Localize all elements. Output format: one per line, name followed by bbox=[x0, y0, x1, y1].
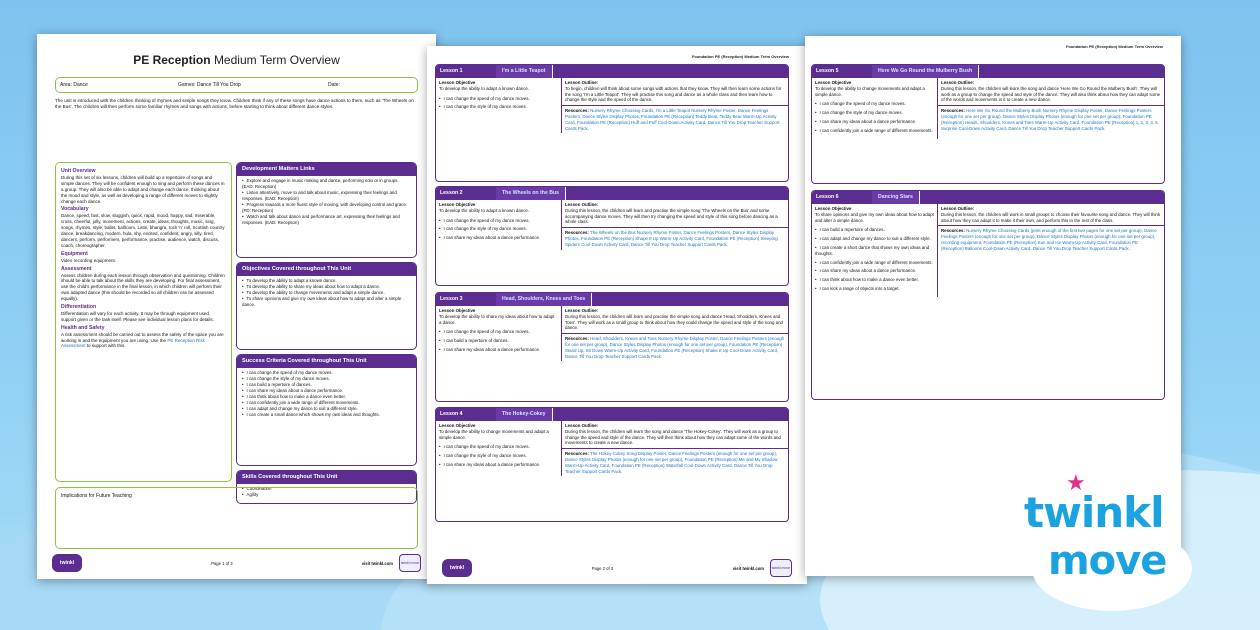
lesson-criteria bbox=[439, 329, 558, 352]
success-criteria-list bbox=[237, 368, 416, 420]
success-criteria-item: • I can build a repertoire of dances. bbox=[242, 382, 411, 388]
twinkl-logo: twinkl bbox=[442, 559, 472, 577]
lesson-resources[interactable]: Resources: The Wheels on the Bus Nursery Rhyme Poster, Dance Feelings Posters, Dance Styles Display Photos, Foundation PE (Reception) Shape It Up Warm-Up Activity Card, Foundation PE (Reception) Sleeping Spiders Cool-Down Activity Card, Dance Till You Drop Teacher Support Cards Pack. bbox=[565, 230, 778, 247]
criteria-item: • I can change the speed of my dance moves. bbox=[439, 96, 558, 102]
health-safety-heading: Health and Safety bbox=[61, 324, 105, 331]
criteria-item: • I can change the style of my dance moves. bbox=[439, 453, 558, 459]
page-header: Foundation PE (Reception) Medium Term Overview bbox=[1065, 44, 1163, 49]
lesson-criteria bbox=[439, 218, 558, 241]
lesson-resources[interactable]: Resources: Here We Go Round the Mulberry Bush Nursery Rhyme Display Poster, Dance Feelings Posters (enough for one set per group), Dance Styles Display Photos (enough for one set per group), Foundation PE (Reception) Heads, Shoulders, Knees and Toes Warm-Up Activity Card, Foundation PE (Reception) 1, 2, 3, 4, 5 Surprise Cool-Down Activity Card, Dance Till You Drop Teacher Support Cards Pack. bbox=[941, 108, 1158, 131]
skills-heading: Skills Covered throughout This Unit bbox=[237, 471, 416, 484]
lesson-number: Lesson 4 bbox=[440, 411, 463, 417]
lesson-resources[interactable]: Resources: Nursery Rhyme Choosing Cards, I'm a Little Teapot Nursery Rhyme Poster, Dance Feelings Posters, Dance Styles Display Photos, Foundation PE (Reception) Teddy Bear, Teddy Bear Warm-Up Activity Card, Foundation PE (Reception) Huff and Puff Cool-Down Activity Card, Dance Till You Drop Teacher Support Cards Pack. bbox=[565, 108, 780, 131]
lesson-number: Lesson 6 bbox=[816, 194, 839, 200]
objective-item: • To develop the ability to share my ideas about how to adapt a dance. bbox=[242, 284, 411, 290]
equipment-text: Video recording equipment. bbox=[61, 257, 116, 263]
criteria-item: • I can think about how to make a dance even better. bbox=[815, 277, 934, 283]
objectives-heading: Objectives Covered throughout This Unit bbox=[237, 263, 416, 276]
twinkl-move-badge: twinkl move bbox=[399, 554, 421, 572]
development-matters-list bbox=[237, 176, 416, 228]
assessment-heading: Assessment bbox=[61, 265, 92, 272]
lesson-resources[interactable]: Resources: Nursery Rhyme Choosing Cards (print enough of the first two pages for one set per group), Dance Feelings Posters (enough for one set per group), Dance Styles Display Photos (enough for one set per group), recording equipment, Foundation PE (Reception) Sun and Ice Warm-Up Activity Card, Foundation PE (Reception) Balloons Cool-Down Activity Card, Dance Till You Drop Teacher Support Cards Pack. bbox=[941, 228, 1157, 251]
differentiation-text: Differentiation will vary for each activity. It may be through equipment used, support given or the task itself. Please see individual lesson plans for details. bbox=[61, 310, 214, 322]
success-criteria-item: • I can share my ideas about a dance performance. bbox=[242, 388, 411, 394]
success-criteria-item: • I can change the style of my dance moves. bbox=[242, 376, 411, 382]
objectives-list bbox=[237, 276, 416, 310]
vocabulary-text: Dance, speed, fast, slow, sluggish, quick, rapid, mood, happy, sad, miserable, cross, cheerful, jolly, movement, actions, create, ideas, thoughts, music, sing, songs, rhymes, style, ballet, ballroom, Latin, bhangra, rock 'n' roll, Scottish country dance, breakdancing, modern, hula, shy, excited, confident, angry, silly, tired, dancers, perform, performers, performance, practise, audience, watch, discuss, coach, choreographer. bbox=[61, 213, 225, 248]
criteria-item: • I can confidently join a wide range of different movements. bbox=[815, 260, 934, 266]
development-matters-box bbox=[236, 162, 417, 258]
lesson-title: Here We Go Round the Mulberry Bush bbox=[872, 65, 979, 78]
lesson-outline: Lesson Outline: During this lesson, the children will learn and practise the simple song and dance 'Head, Shoulders, Knees and Toes'. They will work as a small group to think about how they could change the speed and style of the song and dance. bbox=[562, 306, 788, 334]
criteria-item: • I can create a short dance that shows my own ideas and thoughts. bbox=[815, 245, 934, 257]
lesson-criteria bbox=[815, 227, 934, 291]
lesson-objective: Lesson Objective To develop the ability to adapt a known dance. • I can change the speed of my dance moves. • I can change the style of my dance moves. bbox=[436, 78, 562, 133]
lesson-title: I'm a Little Teapot bbox=[496, 65, 553, 78]
differentiation-heading: Differentiation bbox=[61, 304, 97, 311]
twinkl-move-badge: twinkl move bbox=[770, 559, 792, 577]
objective-item: • To develop the ability to adapt a known dance. bbox=[242, 278, 411, 284]
criteria-item: • I can change the speed of my dance moves. bbox=[439, 444, 558, 450]
star-icon: ★ bbox=[1066, 470, 1086, 495]
lesson-card bbox=[435, 292, 789, 402]
lesson-criteria bbox=[439, 444, 558, 467]
lesson-criteria bbox=[815, 101, 934, 133]
date-label: Date: bbox=[328, 82, 340, 88]
success-criteria-item: • I can confidently join a wide range of different movements. bbox=[242, 400, 411, 406]
lesson-card bbox=[811, 64, 1165, 184]
criteria-item: • I can share my ideas about a dance performance. bbox=[815, 268, 934, 274]
page-footer bbox=[442, 557, 792, 579]
success-criteria-item: • I can adapt and change my dance to suit a different style. bbox=[242, 406, 411, 412]
lesson-number: Lesson 2 bbox=[440, 190, 463, 196]
criteria-item: • I can confidently join a wide range of different movements. bbox=[815, 128, 934, 134]
unit-overview-text: During this set of six lessons, children will build up a repertoire of songs and simple dances. They will be confident enough to sing and perform these dances in a group. They will also be able to adapt and change each dance, thinking about the mood and style, as well as developing a range of different moves to slightly change each dance. bbox=[61, 174, 225, 204]
lesson-objective: Lesson Objective To develop the ability to share my ideas about how to adapt a dance. • I can change the speed of my dance moves. • I can build a repertoire of dances. • I can share my ideas about a dance performance. bbox=[436, 306, 562, 361]
development-matters-item: • Watch and talk about dance and performance art, expressing their feelings and responses. (EAD: Reception) bbox=[242, 214, 411, 226]
skill-item: • Coordination bbox=[242, 486, 411, 492]
success-criteria-box bbox=[236, 354, 417, 466]
lesson-resources[interactable]: Resources: The Hokey-Cokey Song Display Poster, Dance Feelings Posters (enough for one set per group), Dance Styles Display Photos (enough for one set per group), Foundation PE (Reception) Me and My Shadow Warm-Up Activity Card, Foundation PE (Reception) Waterfall Cool-Down Activity Card, Dance Till You Drop Teacher Support Cards Pack. bbox=[565, 451, 778, 474]
criteria-item: • I can change the speed of my dance moves. bbox=[439, 218, 558, 224]
criteria-item: • I can adapt and change my dance to suit a different style. bbox=[815, 236, 934, 242]
intro-text: The unit is introduced with the children thinking of rhymes and simple songs they know. Children think if any of these songs have dance actions to them, such as 'The Wheels on the Bus'. The children will then perform some familiar rhymes and songs with actions, before starting to think about different dance styles. bbox=[55, 98, 414, 110]
lesson-objective: Lesson Objective To develop the ability to adapt a known dance. • I can change the speed of my dance moves. • I can change the style of my dance moves. • I can share my ideas about a dance performance. bbox=[436, 200, 562, 250]
area-label: Area: Dance bbox=[60, 82, 88, 88]
development-matters-item: • Explore and engage in music making and dance, performing solo or in groups. (EAD: Reception) bbox=[242, 178, 411, 190]
vocabulary-heading: Vocabulary bbox=[61, 206, 89, 213]
lesson-outline: Lesson Outline: During this lesson, the children will learn the song and dance 'The Hokey-Cokey'. They will work as a group to change the speed and style of the dance. They will then think about how they can adapt some of the words and movements to create a new dance. bbox=[562, 421, 788, 449]
objective-item: • To develop the ability to change movements and adapt a simple dance. bbox=[242, 290, 411, 296]
success-criteria-item: • I can think about how to make a dance even better. bbox=[242, 394, 411, 400]
lesson-objective: Lesson Objective To develop the ability to change movements and adapt a simple dance. • I can change the speed of my dance moves. • I can change the style of my dance moves. • I can share my ideas about a dance performance. • I can confidently join a wide range of different movements. bbox=[812, 78, 938, 139]
criteria-item: • I can kick a range of objects into a target. bbox=[815, 286, 934, 292]
risk-assessment-link[interactable]: PE Reception Risk Assessment bbox=[61, 337, 205, 349]
brand-text-twinkl: twinkl bbox=[1024, 488, 1164, 537]
lesson-objective: Lesson Objective To develop the ability to change movements and adapt a simple dance. • I can change the speed of my dance moves. • I can change the style of my dance moves. • I can share my ideas about a dance performance. bbox=[436, 421, 562, 476]
page-header: Foundation PE (Reception) Medium Term Overview bbox=[691, 54, 789, 59]
success-criteria-item: • I can change the speed of my dance moves. bbox=[242, 370, 411, 376]
lesson-outline: Lesson Outline: To begin, children will think about some songs with actions that they know. They will then learn some actions for the song 'I'm a Little Teapot'. They will practise this song and dance as a whole class and then learn how to change the style and the speed of the dance. bbox=[562, 78, 788, 106]
lesson-card bbox=[435, 186, 789, 286]
lesson-outline: Lesson Outline: During this lesson, the children will learn the song and dance 'Here We Go Round the Mulberry Bush'. They will work as a group to change the speed and style of the dance. They will also think about how they can adapt some of the words and movements in it to create a new dance. bbox=[938, 78, 1164, 106]
criteria-item: • I can build a repertoire of dances. bbox=[815, 227, 934, 233]
unit-overview-box bbox=[55, 162, 232, 482]
lesson-outline: Lesson Outline: During this lesson, the children will work in small groups to choose their favourite song and dance. They will think about how they can adapt it to make it their own, and perform this to the rest of the class. bbox=[938, 204, 1164, 226]
lesson-card bbox=[811, 190, 1165, 400]
lesson-resources[interactable]: Resources: Head, Shoulders, Knees and Toes Nursery Rhyme Display Poster, Dance Feelings Posters (enough for one set per group), Dance Styles Display Photos (enough for one set per group), Foundation PE (Reception) Stand Up, Sit Down Warm-Up Activity Card, Foundation PE (Reception) Shake It Up Cool-Down Activity Card, Dance Till You Drop Teacher Support Cards Pack. bbox=[565, 336, 785, 359]
page-number: Page 1 of 3 bbox=[211, 560, 233, 566]
implications-box bbox=[55, 487, 418, 549]
criteria-item: • I can change the style of my dance moves. bbox=[815, 110, 934, 116]
lesson-outline: Lesson Outline: During this lesson, the children will learn and practise the simple song 'The Wheels on the Bus' and some accompanying dance moves. They will then try changing the speed and style of this song before dancing as a whole class. bbox=[562, 200, 788, 228]
footer-url[interactable]: visit twinkl.com bbox=[361, 560, 393, 566]
skill-item: • Agility bbox=[242, 492, 411, 498]
lesson-number: Lesson 3 bbox=[440, 296, 463, 302]
lesson-title: Head, Shoulders, Knees and Toes bbox=[496, 293, 592, 306]
page-number: Page 2 of 3 bbox=[591, 565, 614, 571]
criteria-item: • I can share my ideas about a dance performance. bbox=[439, 235, 558, 241]
lesson-number: Lesson 5 bbox=[816, 68, 839, 74]
lesson-title: The Hokey-Cokey bbox=[496, 408, 553, 421]
brand-text-move: move bbox=[1048, 538, 1167, 584]
implications-heading: Implications for Future Teaching bbox=[61, 493, 132, 499]
assessment-text: Assess children during each lesson through observation and questioning. Children should be able to talk about the skills they are developing. For final assessment, use the child's performance in the final lesson, in which children will perform their own adapted dance (this should be recorded so all children can be assessed equally). bbox=[61, 272, 225, 302]
lesson-objective: Lesson Objective To share opinions and give my own ideas about how to adapt and alter a simple dance. • I can build a repertoire of dances. • I can adapt and change my dance to suit a different style. • I can create a short dance that shows my own ideas and thoughts. • I can confidently join a wide range of different movements. • I can share my ideas about a dance performance. • I can think about how to make a dance even better. • I can kick a range of objects into a target. bbox=[812, 204, 938, 297]
development-matters-heading: Development Matters Links bbox=[237, 163, 416, 176]
unit-overview-heading: Unit Overview bbox=[61, 168, 96, 174]
success-criteria-item: • I can create a small dance which shows my own ideas and thoughts. bbox=[242, 412, 411, 418]
criteria-item: • I can build a repertoire of dances. bbox=[439, 338, 558, 344]
development-matters-item: • Listen attentively, move to and talk about music, expressing their feelings and responses. (EAD: Reception) bbox=[242, 190, 411, 202]
criteria-item: • I can change the style of my dance moves. bbox=[439, 226, 558, 232]
twinkl-logo: twinkl bbox=[52, 554, 82, 572]
criteria-item: • I can share my ideas about a dance performance. bbox=[439, 347, 558, 353]
criteria-item: • I can share my ideas about a dance performance. bbox=[439, 462, 558, 468]
lesson-title: The Wheels on the Bus bbox=[496, 187, 566, 200]
criteria-item: • I can change the speed of my dance moves. bbox=[439, 329, 558, 335]
lesson-title: Dancing Stars bbox=[872, 191, 920, 204]
criteria-item: • I can share my ideas about a dance performance. bbox=[815, 119, 934, 125]
page-2 bbox=[427, 46, 807, 584]
objectives-box bbox=[236, 262, 417, 350]
info-row bbox=[55, 77, 418, 93]
success-criteria-heading: Success Criteria Covered throughout This Unit bbox=[237, 355, 416, 368]
lesson-criteria bbox=[439, 96, 558, 111]
lesson-card bbox=[435, 64, 789, 182]
page-1 bbox=[37, 34, 436, 579]
page-title: PE Reception Medium Term Overview bbox=[133, 53, 340, 67]
twinkl-move-logo bbox=[1002, 466, 1192, 616]
criteria-item: • I can change the speed of my dance moves. bbox=[815, 101, 934, 107]
criteria-item: • I can change the style of my dance moves. bbox=[439, 104, 558, 110]
games-label: Games: Dance Till You Drop bbox=[178, 82, 241, 88]
footer-url[interactable]: visit twinkl.com bbox=[732, 565, 764, 571]
objective-item: • To share opinions and give my own ideas about how to adapt and alter a simple dance. bbox=[242, 296, 411, 308]
equipment-heading: Equipment bbox=[61, 250, 88, 257]
development-matters-item: • Progress towards a more fluent style of moving, with developing control and grace. (PD: Reception) bbox=[242, 202, 411, 214]
lesson-number: Lesson 1 bbox=[440, 68, 463, 74]
lesson-card bbox=[435, 407, 789, 522]
page-footer bbox=[52, 552, 421, 574]
health-safety-text: A risk assessment should be carried out to assess the safety of the space you are working in and the equipment you are using. Use the PE Reception Risk Assessment to support with this. bbox=[61, 331, 224, 349]
